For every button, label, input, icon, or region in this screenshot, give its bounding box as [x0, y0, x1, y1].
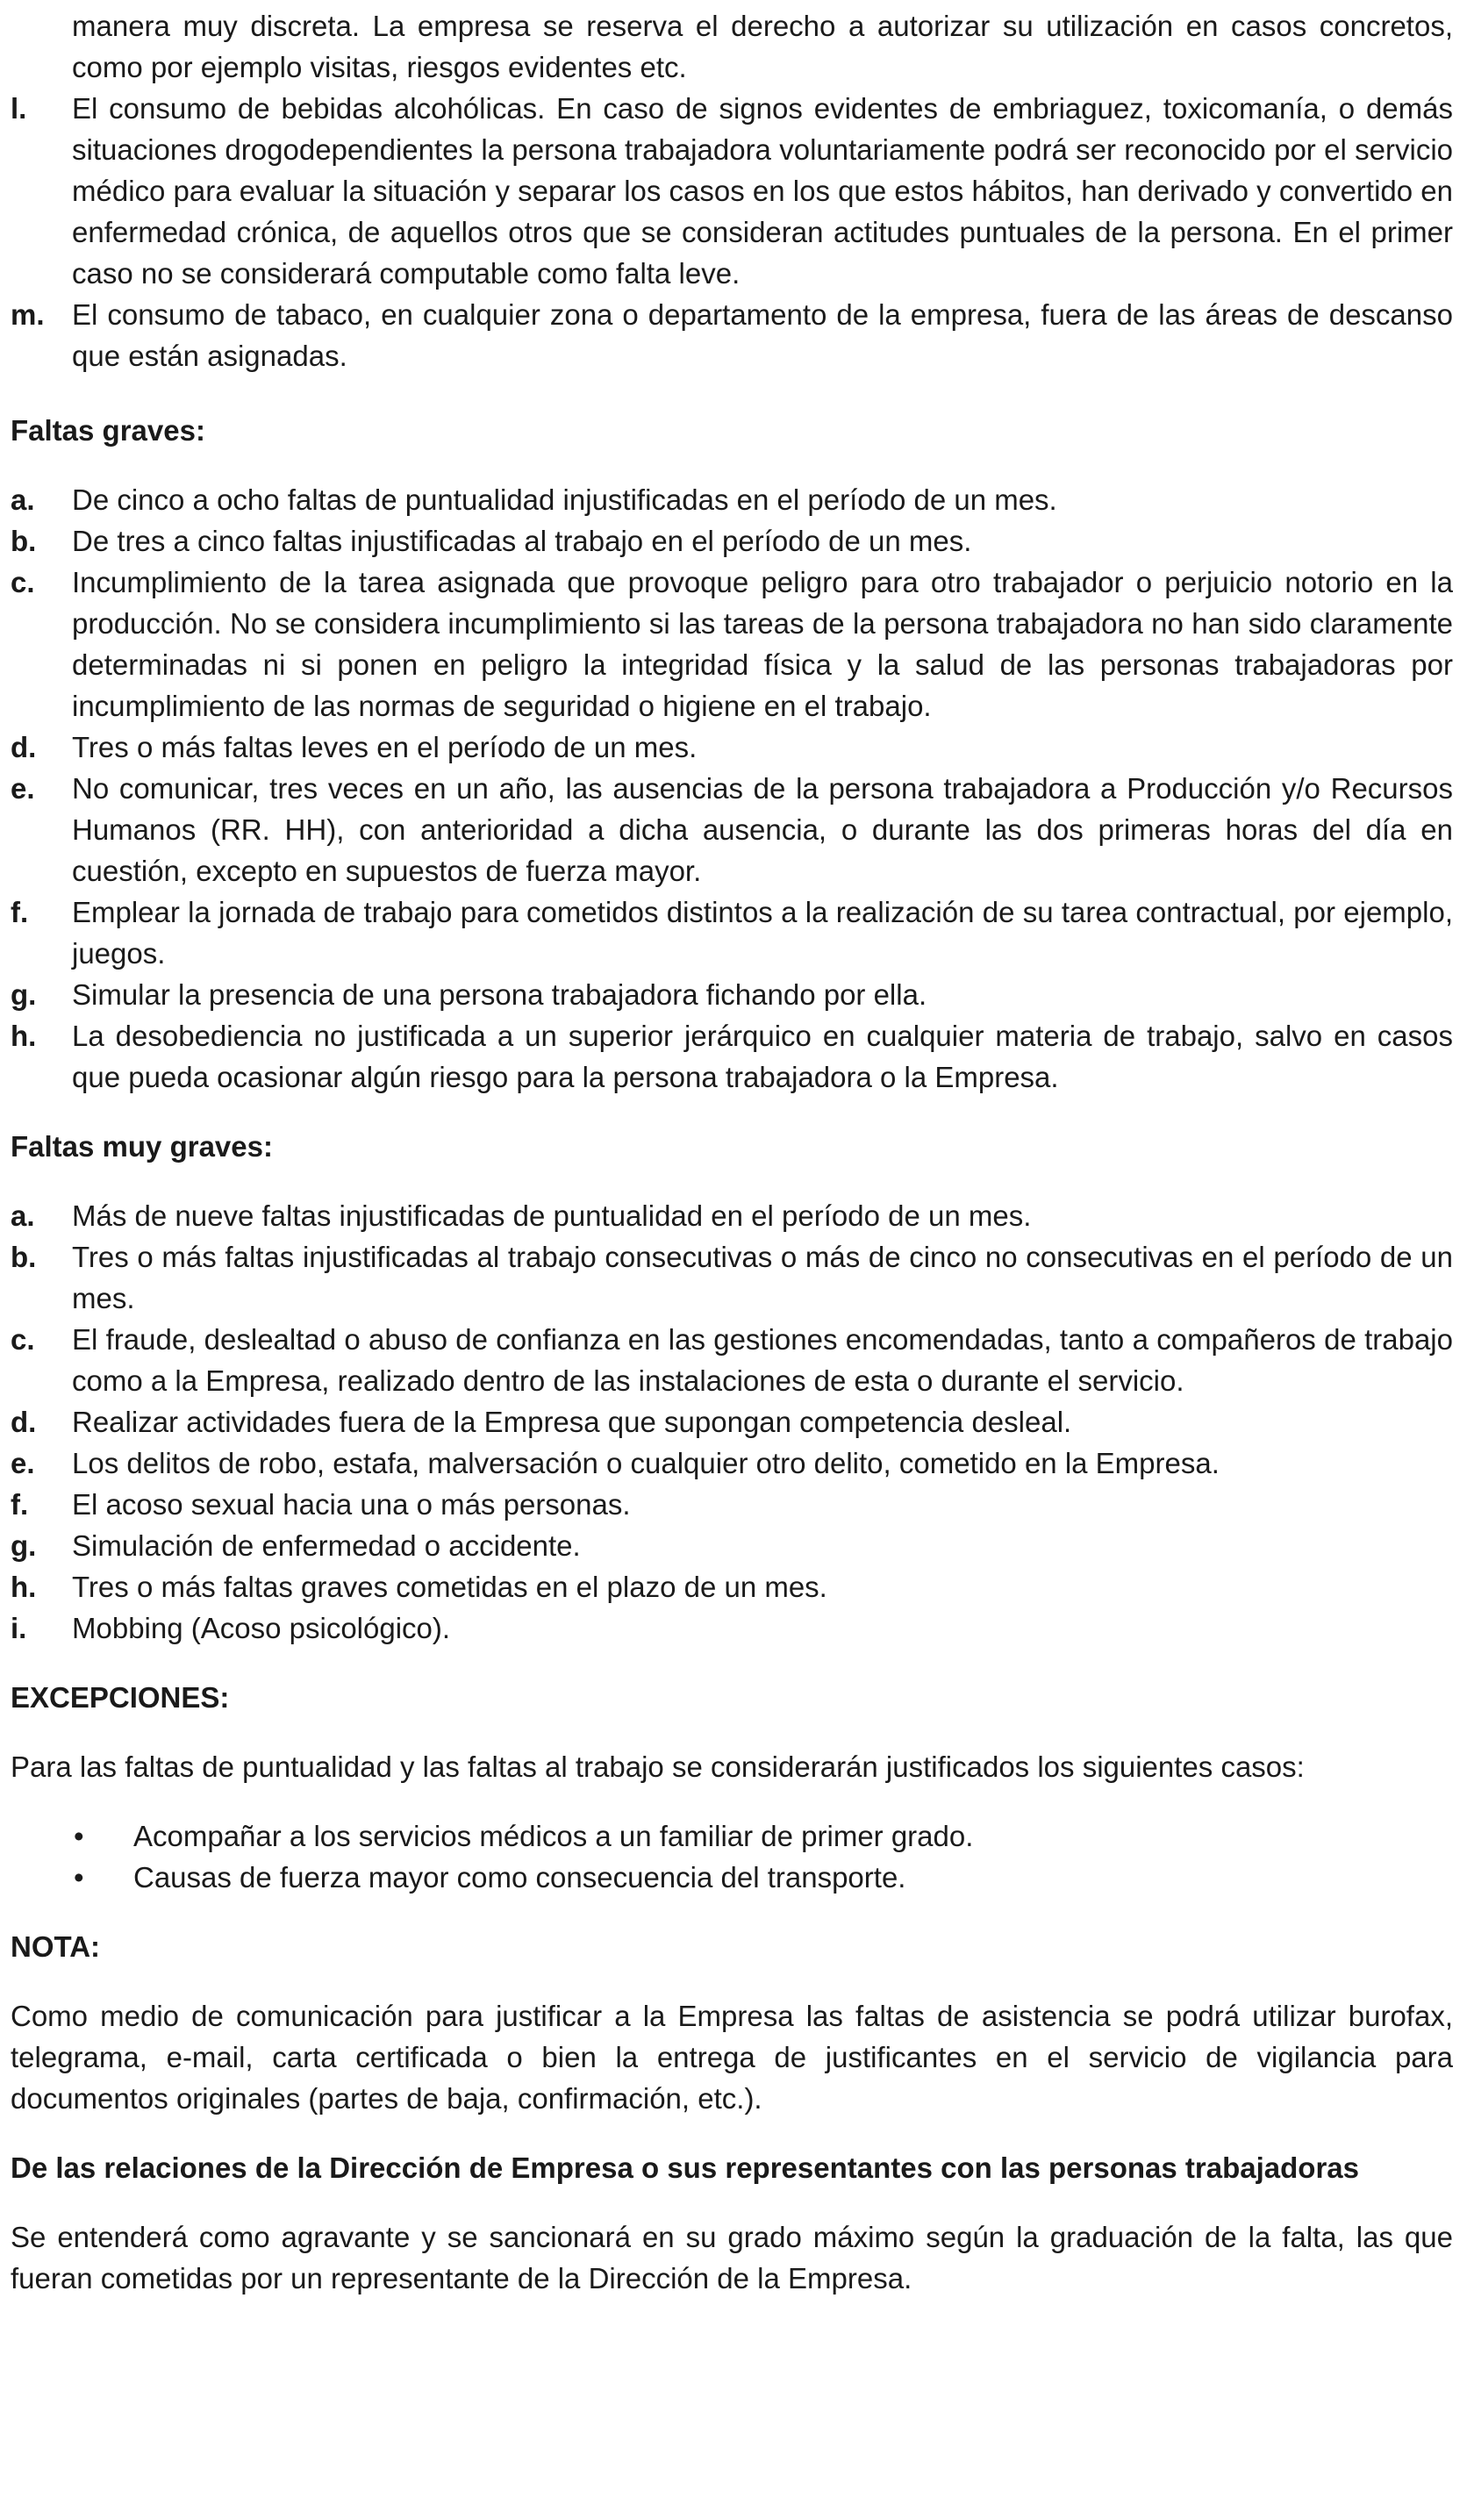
item-text: De cinco a ocho faltas de puntualidad injustificadas en el período de un mes.: [72, 483, 1057, 516]
section-heading-nota: NOTA:: [11, 1930, 101, 1963]
bullet-item: [11, 1815, 1453, 1857]
bullet-text: Acompañar a los servicios médicos a un familiar de primer grado.: [133, 1820, 974, 1852]
item-marker: c.: [11, 1323, 35, 1356]
item-marker: a.: [11, 1199, 35, 1232]
list-item: [11, 974, 1453, 1015]
list-item: [11, 1443, 1453, 1484]
list-item: [11, 1566, 1453, 1607]
item-text: El fraude, deslealtad o abuso de confianza en las gestiones encomendadas, tanto a compañeros de trabajo como a la Empresa, realizado dentro de las instalaciones de esta o durante el servicio.: [72, 1323, 1453, 1397]
item-text: El consumo de tabaco, en cualquier zona o departamento de la empresa, fuera de las áreas de descanso que están asignadas.: [72, 298, 1453, 372]
section-heading-relaciones: De las relaciones de la Dirección de Empresa o sus representantes con las personas trabajadoras: [11, 2151, 1359, 2184]
item-text: Simular la presencia de una persona trabajadora fichando por ella.: [72, 978, 927, 1011]
section-heading-graves: Faltas graves:: [11, 414, 205, 447]
item-text: Tres o más faltas leves en el período de un mes.: [72, 731, 698, 763]
list-item: [11, 562, 1453, 727]
list-item: [11, 1015, 1453, 1098]
item-marker: i.: [11, 1612, 27, 1644]
excepciones-bullet-list: [11, 1815, 1453, 1898]
item-marker: g.: [11, 978, 37, 1011]
item-text: Tres o más faltas injustificadas al trabajo consecutivas o más de cinco no consecutivas en el período de un mes.: [72, 1241, 1453, 1314]
bullet-icon: •: [74, 1820, 84, 1852]
item-marker: c.: [11, 566, 35, 598]
item-marker: l.: [11, 92, 27, 125]
item-marker: e.: [11, 1447, 35, 1479]
list-item: [11, 1525, 1453, 1566]
nota-paragraph: Como medio de comunicación para justificar a la Empresa las faltas de asistencia se podrá utilizar burofax, telegrama, e-mail, carta certificada o bien la entrega de justificantes en el servicio de vigilancia para documentos originales (partes de baja, confirmación, etc.).: [11, 2000, 1453, 2115]
list-item: [11, 1607, 1453, 1649]
item-marker: h.: [11, 1020, 37, 1052]
item-text: No comunicar, tres veces en un año, las ausencias de la persona trabajadora a Producción y/o Recursos Humanos (RR. HH), con anterioridad a dicha ausencia, o durante las dos primeras horas del día en cuestión, excepto en supuestos de fuerza mayor.: [72, 772, 1453, 887]
item-text: Emplear la jornada de trabajo para cometidos distintos a la realización de su tarea contractual, por ejemplo, juegos.: [72, 896, 1453, 970]
item-marker: e.: [11, 772, 35, 805]
item-text: Los delitos de robo, estafa, malversación o cualquier otro delito, cometido en la Empresa.: [72, 1447, 1220, 1479]
list-item: [11, 1195, 1453, 1236]
list-item: [11, 891, 1453, 974]
item-marker: m.: [11, 298, 45, 331]
list-item: [11, 88, 1453, 294]
list-item: [11, 768, 1453, 891]
relaciones-paragraph: Se entenderá como agravante y se sancionará en su grado máximo según la graduación de la falta, las que fueran cometidas por un representante de la Dirección de la Empresa.: [11, 2221, 1453, 2294]
item-marker: b.: [11, 1241, 37, 1273]
item-text: Más de nueve faltas injustificadas de puntualidad en el período de un mes.: [72, 1199, 1032, 1232]
list-item: [11, 520, 1453, 562]
excepciones-intro: Para las faltas de puntualidad y las faltas al trabajo se considerarán justificados los siguientes casos:: [11, 1750, 1305, 1783]
bullet-icon: •: [74, 1861, 84, 1894]
item-text: Tres o más faltas graves cometidas en el plazo de un mes.: [72, 1571, 827, 1603]
item-text: Incumplimiento de la tarea asignada que provoque peligro para otro trabajador o perjuicio notorio en la producción. No se considera incumplimiento si las tareas de la persona trabajadora no han sido claramente determinadas ni si ponen en peligro la integridad física y la salud de las personas trabajadoras por incumplimiento de las normas de seguridad o higiene en el trabajo.: [72, 566, 1453, 722]
section-heading-muy-graves: Faltas muy graves:: [11, 1130, 273, 1163]
item-text: Realizar actividades fuera de la Empresa que supongan competencia desleal.: [72, 1406, 1072, 1438]
bullet-item: [11, 1857, 1453, 1898]
item-text: La desobediencia no justificada a un superior jerárquico en cualquier materia de trabajo, salvo en casos que pueda ocasionar algún riesgo para la persona trabajadora o la Empresa.: [72, 1020, 1453, 1093]
item-text: De tres a cinco faltas injustificadas al trabajo en el período de un mes.: [72, 525, 972, 557]
item-text: Simulación de enfermedad o accidente.: [72, 1529, 581, 1562]
list-item: [11, 1484, 1453, 1525]
item-text: manera muy discreta. La empresa se reserva el derecho a autorizar su utilización en casos concretos, como por ejemplo visitas, riesgos evidentes etc.: [72, 10, 1453, 83]
list-item: [11, 1319, 1453, 1401]
item-marker: b.: [11, 525, 37, 557]
list-item: [11, 727, 1453, 768]
document-page: [11, 5, 1453, 2327]
item-marker: f.: [11, 1488, 29, 1521]
bullet-text: Causas de fuerza mayor como consecuencia del transporte.: [133, 1861, 906, 1894]
list-item: [11, 1401, 1453, 1443]
list-item: [11, 294, 1453, 376]
item-text: El acoso sexual hacia una o más personas.: [72, 1488, 631, 1521]
list-item: [11, 1236, 1453, 1319]
list-item-continuation: [11, 5, 1453, 88]
item-marker: d.: [11, 1406, 37, 1438]
item-marker: a.: [11, 483, 35, 516]
item-text: El consumo de bebidas alcohólicas. En caso de signos evidentes de embriaguez, toxicomanía, o demás situaciones drogodependientes la persona trabajadora voluntariamente podrá ser reconocido por el servicio médico para evaluar la situación y separar los casos en los que estos hábitos, han derivado y convertido en enfermedad crónica, de aquellos otros que se consideran actitudes puntuales de la persona. En el primer caso no se considerará computable como falta leve.: [72, 92, 1453, 290]
item-marker: d.: [11, 731, 37, 763]
item-marker: h.: [11, 1571, 37, 1603]
item-marker: g.: [11, 1529, 37, 1562]
section-heading-excepciones: EXCEPCIONES:: [11, 1681, 230, 1714]
item-marker: f.: [11, 896, 29, 928]
item-text: Mobbing (Acoso psicológico).: [72, 1612, 451, 1644]
list-item: [11, 479, 1453, 520]
